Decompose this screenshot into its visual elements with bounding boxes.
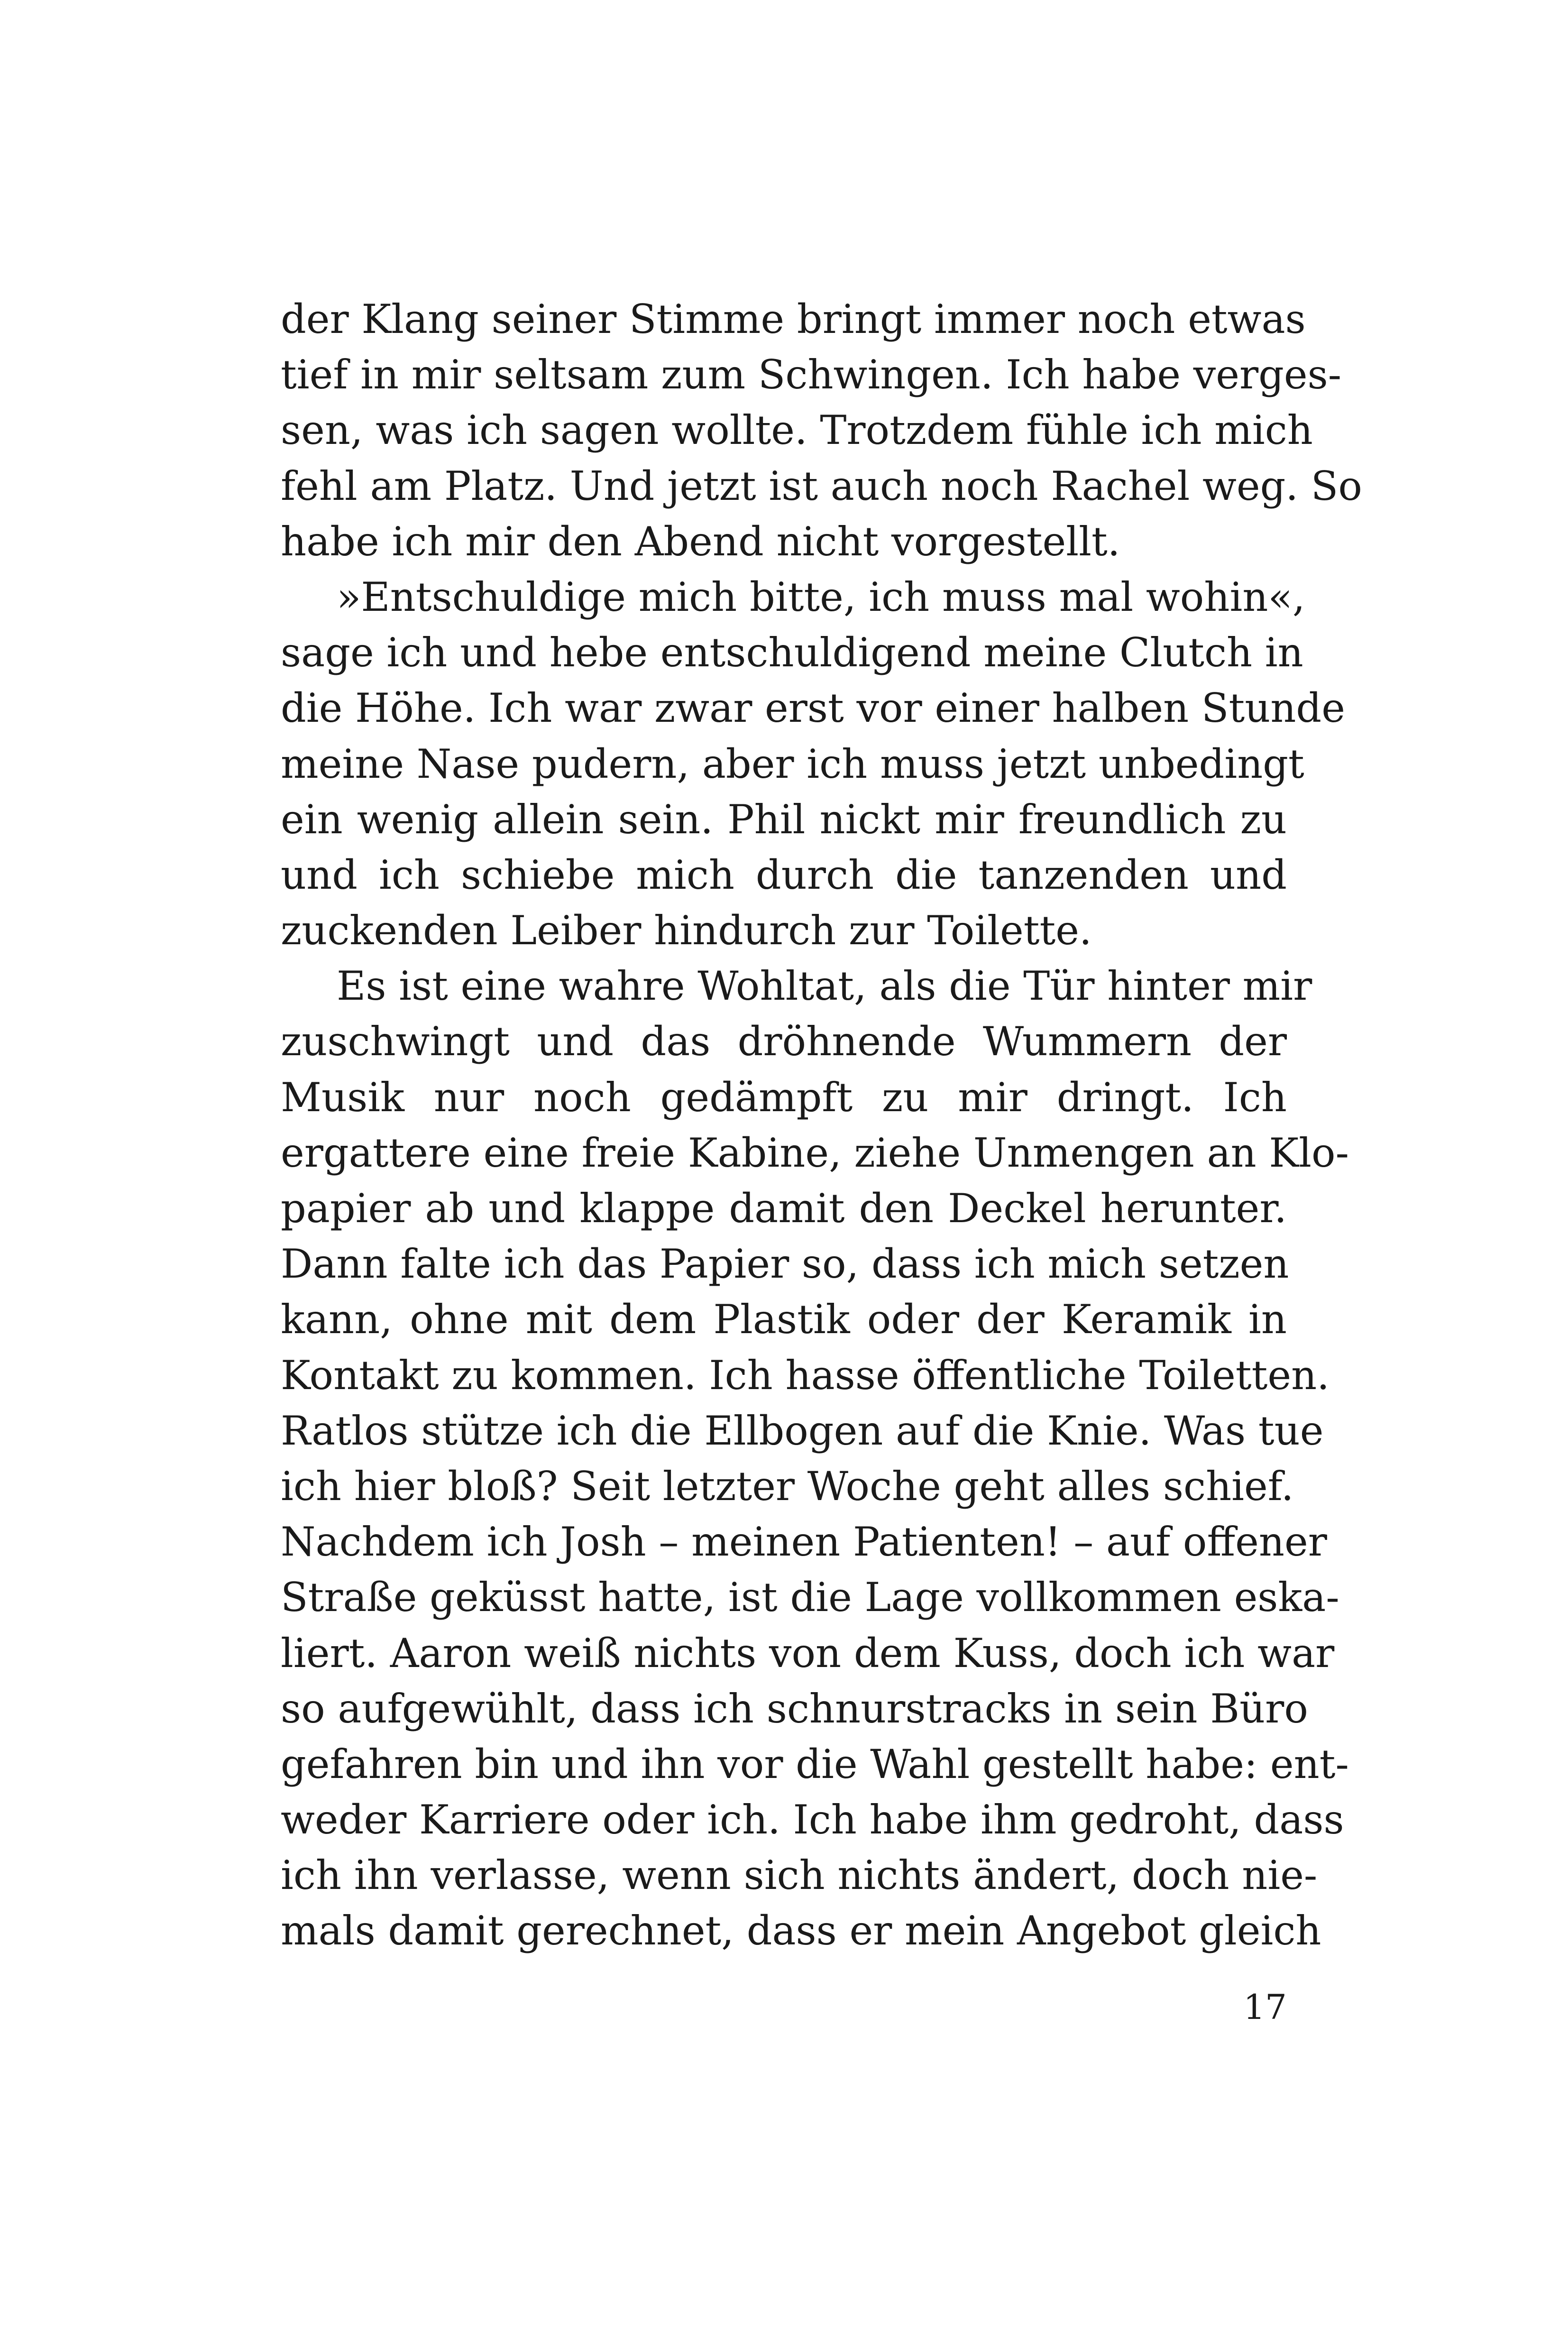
text-line: sen, was ich sagen wollte. Trotzdem fühle ich mich [281,407,1313,454]
text-line: meine Nase pudern, aber ich muss jetzt unbedingt [281,740,1304,787]
text-line: ich ihn verlasse, wenn sich nichts ändert, doch nie- [281,1852,1318,1899]
text-line: Es ist eine wahre Wohltat, als die Tür hinter mir [337,963,1312,1010]
text-line: tief in mir seltsam zum Schwingen. Ich habe verges- [281,351,1342,398]
text-line: die Höhe. Ich war zwar erst vor einer halben Stunde [281,685,1345,732]
text-line: ergattere eine freie Kabine, ziehe Unmengen an Klo- [281,1129,1349,1176]
text-line: »Entschuldige mich bitte, ich muss mal wohin«, [337,573,1305,620]
text-line: mals damit gerechnet, dass er mein Angebot gleich [281,1907,1321,1954]
text-line: Kontakt zu kommen. Ich hasse öffentliche Toiletten. [281,1352,1330,1399]
page-number: 17 [1243,1987,1287,2027]
text-line: und ich schiebe mich durch die tanzenden und [281,851,1287,898]
text-line: ein wenig allein sein. Phil nickt mir freundlich zu [281,796,1287,843]
text-line: der Klang seiner Stimme bringt immer noch etwas [281,296,1306,342]
text-line: zuckenden Leiber hindurch zur Toilette. [281,907,1092,954]
text-line: kann, ohne mit dem Plastik oder der Keramik in [281,1296,1287,1343]
text-line: so aufgewühlt, dass ich schnurstracks in sein Büro [281,1685,1308,1732]
text-line: papier ab und klappe damit den Deckel herunter. [281,1185,1287,1232]
text-line: fehl am Platz. Und jetzt ist auch noch Rachel weg. So [281,462,1362,509]
text-line: Ratlos stütze ich die Ellbogen auf die Knie. Was tue [281,1407,1324,1454]
body-text [281,292,1362,1959]
text-line: ich hier bloß? Seit letzter Woche geht alles schief. [281,1463,1294,1510]
text-line: Straße geküsst hatte, ist die Lage vollkommen eska- [281,1574,1339,1621]
text-line: liert. Aaron weiß nichts von dem Kuss, doch ich war [281,1630,1335,1676]
text-line: habe ich mir den Abend nicht vorgestellt. [281,518,1120,565]
text-line: Nachdem ich Josh – meinen Patienten! – auf offener [281,1519,1327,1566]
text-line: sage ich und hebe entschuldigend meine Clutch in [281,629,1303,676]
text-line: Dann falte ich das Papier so, dass ich mich setzen [281,1241,1289,1288]
text-line: zuschwingt und das dröhnende Wummern der [281,1018,1287,1065]
text-line: gefahren bin und ihn vor die Wahl gestellt habe: ent- [281,1741,1349,1787]
text-line: weder Karriere oder ich. Ich habe ihm gedroht, dass [281,1796,1344,1843]
text-line: Musik nur noch gedämpft zu mir dringt. Ich [281,1074,1287,1121]
